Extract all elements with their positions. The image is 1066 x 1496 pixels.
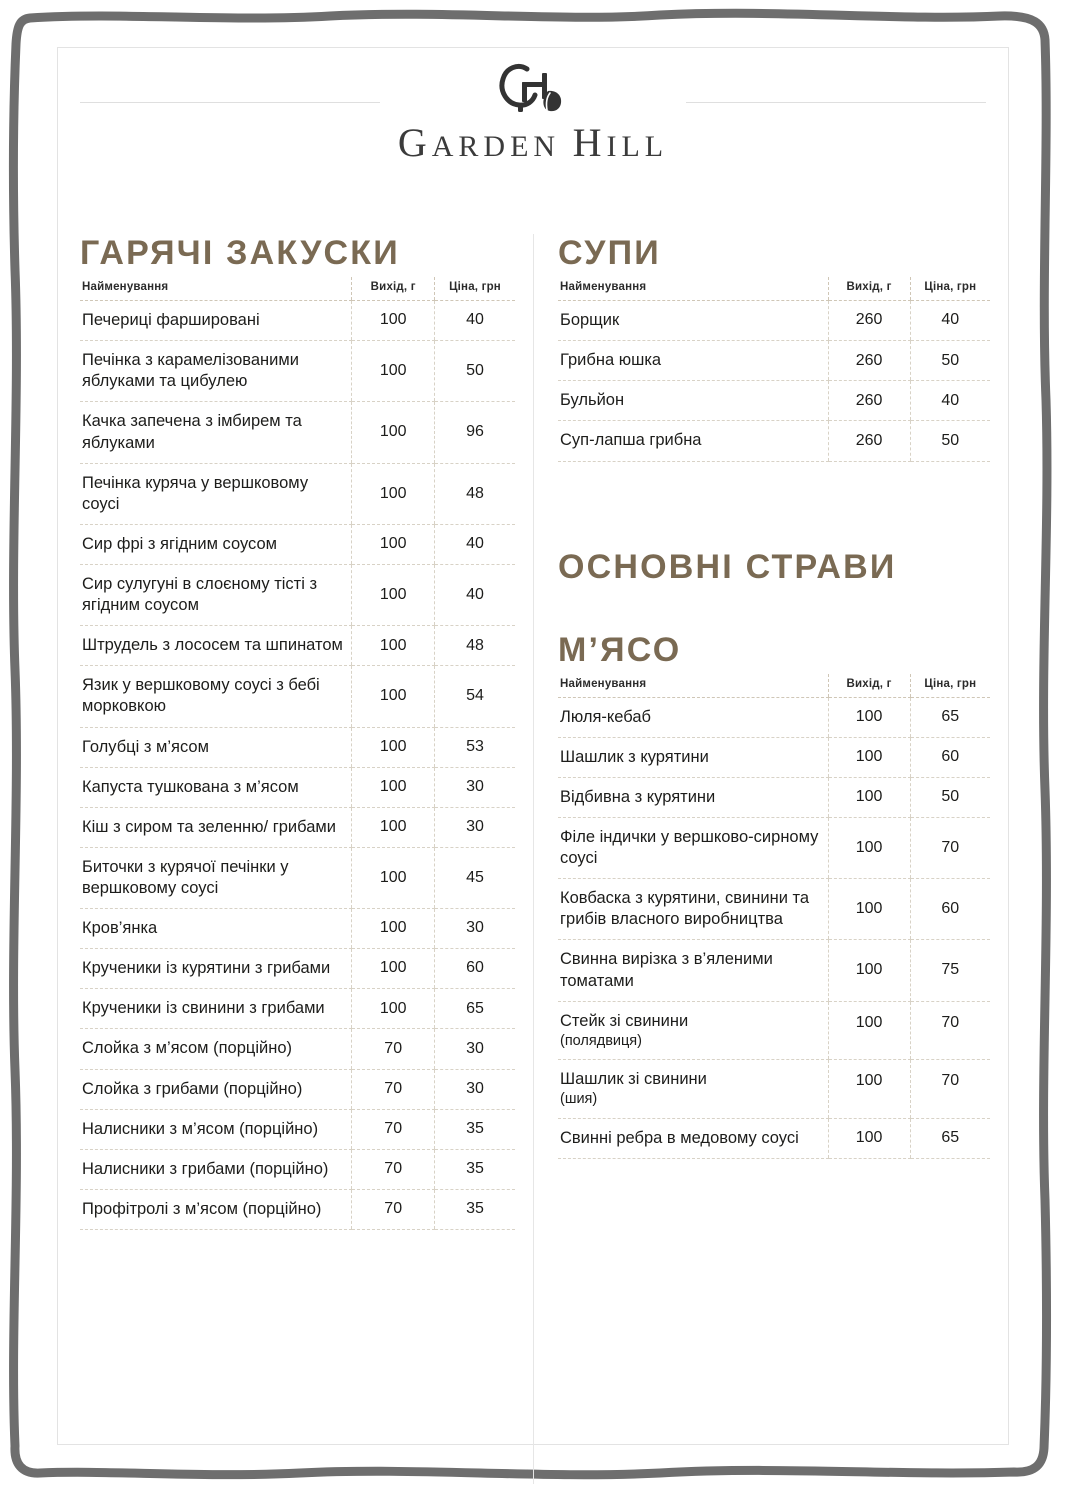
- menu-row: [80, 909, 515, 949]
- menu-row: [80, 847, 515, 908]
- menu-row: [558, 879, 990, 940]
- table-hot-appetizers: [80, 277, 515, 1230]
- dish-price: 35: [435, 1109, 515, 1149]
- dish-name: Сир фрі з ягідним соусом: [80, 524, 352, 564]
- dish-name: Слойка з грибами (порційно): [80, 1069, 352, 1109]
- dish-output: 100: [352, 909, 435, 949]
- dish-price: 40: [910, 301, 990, 341]
- dish-output: 100: [352, 626, 435, 666]
- dish-output: 100: [352, 949, 435, 989]
- table-header-row: [80, 277, 515, 301]
- dish-price: 65: [910, 697, 990, 737]
- brand-header: [58, 48, 1008, 164]
- dish-name-note: (шия): [560, 1091, 598, 1108]
- menu-row: [80, 767, 515, 807]
- dish-price: 60: [910, 737, 990, 777]
- menu-row: [558, 697, 990, 737]
- table-body-meat: [558, 697, 990, 1158]
- menu-row: [558, 818, 990, 879]
- menu-row: [558, 737, 990, 777]
- dish-name: Ковбаска з курятини, свинини та грибів власного виробництва: [558, 879, 828, 940]
- brand-name-ill: ILL: [606, 130, 669, 163]
- menu-row: [80, 949, 515, 989]
- dish-price: 54: [435, 666, 515, 727]
- menu-row: [558, 1060, 990, 1119]
- dish-price: 30: [435, 767, 515, 807]
- brand-name-g: G: [397, 120, 432, 165]
- dish-name: Бульйон: [558, 381, 828, 421]
- dish-name: Слойка з м’ясом (порційно): [80, 1029, 352, 1069]
- brand-name-h: H: [572, 120, 607, 165]
- dish-output: 260: [828, 341, 910, 381]
- dish-output: 100: [352, 989, 435, 1029]
- dish-name: Биточки з курячої печінки у вершковому соусі: [80, 847, 352, 908]
- dish-price: 48: [435, 626, 515, 666]
- table-meat: [558, 674, 990, 1159]
- dish-output: 100: [828, 940, 910, 1001]
- menu-row: [80, 1069, 515, 1109]
- header-output: Вихід, г: [828, 674, 910, 698]
- dish-output: 100: [828, 1001, 910, 1060]
- dish-name: Грибна юшка: [558, 341, 828, 381]
- dish-name: Капуста тушкована з м’ясом: [80, 767, 352, 807]
- dish-output: 260: [828, 421, 910, 461]
- section-title-soups: СУПИ: [558, 234, 661, 272]
- header-output: Вихід, г: [828, 277, 910, 301]
- dish-output: 100: [828, 697, 910, 737]
- dish-output: 100: [828, 777, 910, 817]
- dish-price: 70: [910, 1060, 990, 1119]
- menu-row: [558, 341, 990, 381]
- brand-rule-left: [80, 102, 380, 103]
- brand-rule-right: [686, 102, 986, 103]
- dish-name: Печінка з карамелізованими яблуками та цибулею: [80, 341, 352, 402]
- dish-price: 30: [435, 909, 515, 949]
- dish-name: Сир сулугуні в слоєному тісті з ягідним соусом: [80, 564, 352, 625]
- header-name: Найменування: [558, 674, 828, 698]
- dish-name: Стейк зі свинини (полядвиця): [558, 1001, 828, 1060]
- table-header-row: [558, 674, 990, 698]
- dish-name: Налисники з м’ясом (порційно): [80, 1109, 352, 1149]
- menu-row: [80, 1029, 515, 1069]
- dish-output: 100: [352, 524, 435, 564]
- dish-price: 50: [910, 421, 990, 461]
- menu-columns: [58, 234, 1008, 1484]
- dish-price: 50: [910, 341, 990, 381]
- dish-output: 100: [352, 301, 435, 341]
- dish-price: 30: [435, 1069, 515, 1109]
- dish-price: 40: [435, 524, 515, 564]
- dish-price: 40: [910, 381, 990, 421]
- menu-row: [80, 341, 515, 402]
- dish-name: Голубці з м’ясом: [80, 727, 352, 767]
- section-title-meat: М’ЯСО: [558, 630, 682, 669]
- dish-output: 100: [352, 564, 435, 625]
- dish-price: 50: [910, 777, 990, 817]
- header-output: Вихід, г: [352, 277, 435, 301]
- dish-output: 100: [828, 818, 910, 879]
- menu-row: [80, 807, 515, 847]
- dish-output: 100: [352, 402, 435, 463]
- dish-name: Люля-кебаб: [558, 697, 828, 737]
- table-body-soups: [558, 301, 990, 461]
- dish-name: Шашлик з курятини: [558, 737, 828, 777]
- column-left: [58, 234, 533, 1484]
- table-body-hot-appetizers: [80, 301, 515, 1230]
- dish-name: Відбивна з курятини: [558, 777, 828, 817]
- header-price: Ціна, грн: [910, 674, 990, 698]
- dish-price: 50: [435, 341, 515, 402]
- header-name: Найменування: [558, 277, 828, 301]
- dish-output: 70: [352, 1029, 435, 1069]
- dish-name: Суп-лапша грибна: [558, 421, 828, 461]
- dish-output: 100: [352, 463, 435, 524]
- menu-row: [80, 626, 515, 666]
- garden-hill-logo-icon: [496, 60, 570, 118]
- dish-output: 100: [828, 1119, 910, 1159]
- menu-row: [80, 463, 515, 524]
- table-header-row: [558, 277, 990, 301]
- dish-output: 100: [352, 341, 435, 402]
- dish-output: 70: [352, 1109, 435, 1149]
- dish-price: 35: [435, 1189, 515, 1229]
- table-soups: [558, 277, 990, 461]
- dish-output: 100: [828, 1060, 910, 1119]
- dish-name: Крученики із курятини з грибами: [80, 949, 352, 989]
- dish-name: Крученики із свинини з грибами: [80, 989, 352, 1029]
- dish-name: Філе індички у вершково-сирному соусі: [558, 818, 828, 879]
- brand-name-arden: ARDEN: [431, 130, 573, 163]
- dish-name: Кров’янка: [80, 909, 352, 949]
- dish-output: 100: [352, 727, 435, 767]
- dish-price: 45: [435, 847, 515, 908]
- column-right: [533, 234, 1008, 1484]
- menu-row: [558, 1001, 990, 1060]
- dish-price: 65: [435, 989, 515, 1029]
- menu-row: [80, 1109, 515, 1149]
- menu-row: [80, 564, 515, 625]
- dish-output: 260: [828, 301, 910, 341]
- dish-name: Налисники з грибами (порційно): [80, 1149, 352, 1189]
- dish-price: 48: [435, 463, 515, 524]
- dish-output: 70: [352, 1189, 435, 1229]
- dish-name: Кіш з сиром та зеленню/ грибами: [80, 807, 352, 847]
- dish-output: 100: [352, 666, 435, 727]
- menu-row: [558, 381, 990, 421]
- dish-name: Штрудель з лососем та шпинатом: [80, 626, 352, 666]
- header-name: Найменування: [80, 277, 352, 301]
- menu-row: [558, 301, 990, 341]
- menu-card: [57, 47, 1009, 1445]
- dish-output: 100: [352, 767, 435, 807]
- dish-name: Язик у вершковому соусі з бебі морковкою: [80, 666, 352, 727]
- dish-output: 100: [352, 847, 435, 908]
- dish-output: 70: [352, 1069, 435, 1109]
- dish-output: 100: [828, 879, 910, 940]
- dish-price: 70: [910, 1001, 990, 1060]
- dish-price: 53: [435, 727, 515, 767]
- dish-price: 96: [435, 402, 515, 463]
- dish-price: 30: [435, 1029, 515, 1069]
- menu-row: [80, 1149, 515, 1189]
- menu-row: [80, 301, 515, 341]
- dish-name-note: (полядвиця): [560, 1032, 642, 1049]
- dish-output: 70: [352, 1149, 435, 1189]
- dish-price: 30: [435, 807, 515, 847]
- menu-row: [80, 666, 515, 727]
- dish-name: Печінка куряча у вершковому соусі: [80, 463, 352, 524]
- dish-name: Шашлик зі свинини (шия): [558, 1060, 828, 1119]
- dish-name: Качка запечена з імбирем та яблуками: [80, 402, 352, 463]
- menu-row: [80, 524, 515, 564]
- header-price: Ціна, грн: [435, 277, 515, 301]
- dish-price: 65: [910, 1119, 990, 1159]
- menu-row: [558, 421, 990, 461]
- dish-price: 75: [910, 940, 990, 1001]
- dish-price: 70: [910, 818, 990, 879]
- dish-name: Печериці фаршировані: [80, 301, 352, 341]
- dish-price: 60: [910, 879, 990, 940]
- dish-name: Свинна вирізка з в’яленими томатами: [558, 940, 828, 1001]
- section-title-main-dishes: ОСНОВНІ СТРАВИ: [558, 547, 897, 586]
- dish-price: 40: [435, 301, 515, 341]
- menu-row: [558, 777, 990, 817]
- menu-row: [80, 727, 515, 767]
- section-title-hot-appetizers: ГАРЯЧІ ЗАКУСКИ: [80, 234, 400, 272]
- menu-row: [80, 1189, 515, 1229]
- dish-output: 100: [352, 807, 435, 847]
- dish-price: 60: [435, 949, 515, 989]
- menu-row: [558, 1119, 990, 1159]
- dish-name: Борщик: [558, 301, 828, 341]
- dish-price: 40: [435, 564, 515, 625]
- dish-output: 260: [828, 381, 910, 421]
- dish-name: Профітролі з м’ясом (порційно): [80, 1189, 352, 1229]
- dish-price: 35: [435, 1149, 515, 1189]
- dish-output: 100: [828, 737, 910, 777]
- dish-name: Свинні ребра в медовому соусі: [558, 1119, 828, 1159]
- menu-row: [558, 940, 990, 1001]
- menu-row: [80, 402, 515, 463]
- menu-row: [80, 989, 515, 1029]
- header-price: Ціна, грн: [910, 277, 990, 301]
- brand-wordmark: [58, 122, 1008, 164]
